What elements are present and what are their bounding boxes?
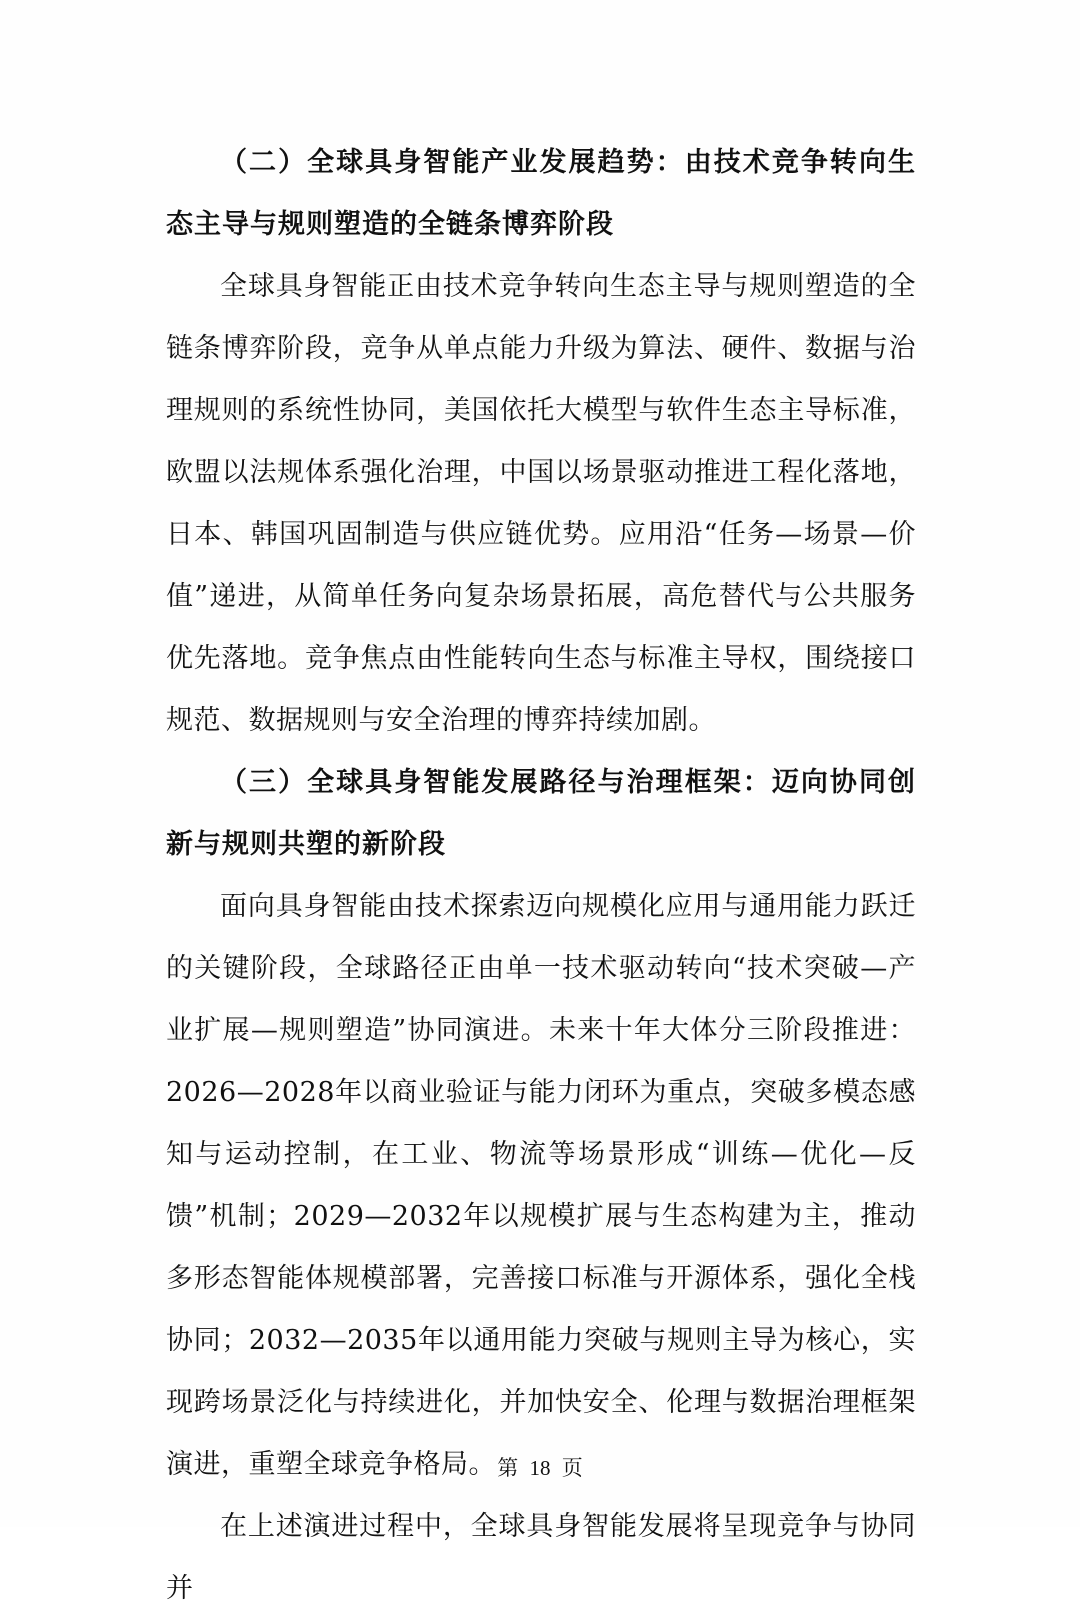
section-3-paragraph: 面向具身智能由技术探索迈向规模化应用与通用能力跃迁的关键阶段，全球路径正由单一技术驱动转向“技术突破—产业扩展—规则塑造”协同演进。未来十年大体分三阶段推进：2026—2028年以商业验证与能力闭环为重点，突破多模态感知与运动控制，在工业、物流等场景形成“训练—优化—反馈”机制；2029—2032年以规模扩展与生态构建为主，推动多形态智能体规模部署，完善接口标准与开源体系，强化全栈协同；2032—2035年以通用能力突破与规则主导为核心，实现跨场景泛化与持续进化，并加快安全、伦理与数据治理框架演进，重塑全球竞争格局。 (166, 891, 916, 1480)
section-2-paragraph: 全球具身智能正由技术竞争转向生态主导与规则塑造的全链条博弈阶段，竞争从单点能力升级为算法、硬件、数据与治理规则的系统性协同，美国依托大模型与软件生态主导标准，欧盟以法规体系强化治理，中国以场景驱动推进工程化落地，日本、韩国巩固制造与供应链优势。应用沿“任务—场景—价值”递进，从简单任务向复杂场景拓展，高危替代与公共服务优先落地。竞争焦点由性能转向生态与标准主导权，围绕接口规范、数据规则与安全治理的博弈持续加剧。 (166, 271, 916, 736)
section-3-heading: （三）全球具身智能发展路径与治理框架：迈向协同创新与规则共塑的新阶段 (166, 767, 916, 860)
page-number: 第 18 页 (497, 1456, 583, 1480)
section-2-heading: （二）全球具身智能产业发展趋势：由技术竞争转向生态主导与规则塑造的全链条博弈阶段 (166, 147, 916, 240)
document-content (166, 132, 916, 1620)
closing-paragraph-partial: 在上述演进过程中，全球具身智能发展将呈现竞争与协同并 (166, 1511, 916, 1604)
